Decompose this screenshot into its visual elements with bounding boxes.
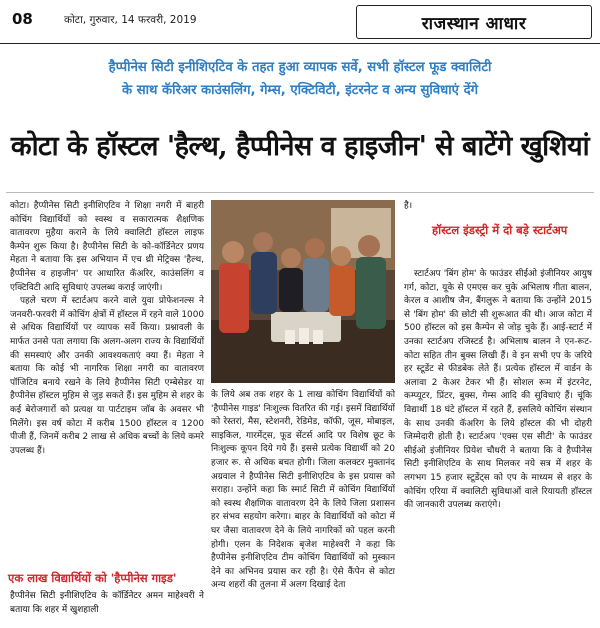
column-1-paragraph-2: पहले चरण में स्टार्टअप करने वाले युवा प्रोफेशनल्स ने जनवरी-फरवरी में कोचिंग क्षेत्रों में हॉस्टल में रहने वाले 1000 से अधिक विद्यार्थियों पर व्यापक सर्वे किया। प्रश्नावली के मार्फत उनसे पता लगाया कि अलग-अलग राज्य के विद्यार्थियों की समस्याएं और उनकी आवश्यकताएं क्या हैं। मेहता ने बताया कि कोई भी नागरिक शिक्षा नगरी का वातावरण पॉजिटिव बनाये रखने के लिये हैप्पीनेस सिटी एम्बेसेडर या हैप्पीनेस हॉस्टल मुहिम से जुड़ सकते हैं। इस मुहिम से शहर के कई बेरोजगारों को प्रत्यक्ष या पार्टटाइम जॉब के अवसर भी मिलेंगे। इस वर्ष कोटा में करीब 1500 हॉस्टल व 1200 पीजी हैं, जिनमें करीब 2 लाख से अधिक बच्चों के लिये कमरे उपलब्ध हैं। [10, 296, 204, 456]
column-2-text: के लिये अब तक शहर के 1 लाख कोचिंग विद्यार्थियों को 'हैप्पीनेस गाइड' निःशुल्क वितरित की गई। इसमें विद्यार्थियों को रेस्तरां, मैस, स्टेशनरी, रेडिमेड, कॉफी, जूस, मोबाइल, साइकिल, गारमेंट्स, फूड सेंटर्स आदि पर विशेष छूट के निःशुल्क कूपन दिये गये हैं। इससे प्रत्येक विद्यार्थी को 20 हजार रू. से अधिक बचत होगी। जिला कलक्टर मुक्तानंद अग्रवाल ने हैप्पीनेस सिटी इनीशिएटिव के इस प्रयास को सराहा। उन्होंने कहा कि स्मार्ट सिटी में कोचिंग विद्यार्थियों को स्वस्थ शैक्षणिक वातावरण देने के लिये जिला प्रशासन हर संभव सहयोग करेगा। बाहर के विद्यार्थियों को कोटा में घर जैसा वातावरण देने के लिये नागरिकों को पहल करनी होगी। एलन के निदेशक बृजेश माहेश्वरी ने कहा कि हैप्पीनेस इनीशिएटिव टीम कोचिंग विद्यार्थियों को मुस्कान देने का अभिनव प्रयास कर रही है। ऐसे कैंपेन से कोटा अन्य शहरों की तुलना में अलग दिखाई देता [211, 390, 395, 591]
article-column-2 [211, 389, 395, 593]
column-1-paragraph-1: कोटा। हैप्पीनेस सिटी इनीशिएटिव ने शिक्षा नगरी में बाहरी कोचिंग विद्यार्थियों को स्वस्थ व सकारात्मक शैक्षणिक वातावरण मुहैया कराने के लिये क्वालिटी हॉस्टल लाइफ कैम्पेन शुरू किया है। हैप्पीनेस सिटी के को-कॉर्डिनेटर प्रणय मेहता ने बताया कि इस अभियान में एच थ्री मेट्रिक्स 'हैल्थ, हैप्पीनेस व हाइजीन' पर आधारित कॅअरिर, काउंसलिंग व एक्टिविटी आदि सुविधाएं उपलब्ध कराई जाएंगी। [10, 201, 204, 293]
masthead [0, 0, 600, 44]
date-line: कोटा, गुरुवार, 14 फरवरी, 2019 [64, 14, 197, 26]
column-1-tail: हैप्पीनेस सिटी इनीशिएटिव के कॉर्डिनेटर अमन माहेश्वरी ने बताया कि शहर में खुशहाली [10, 591, 204, 615]
subhead-startups: हॉस्टल इंडस्ट्री में दो बड़े स्टार्टअप [432, 223, 568, 237]
group-photo [211, 200, 395, 383]
subhead-happiness-guide: एक लाख विद्यार्थियों को 'हैप्पीनेस गाइड' [8, 571, 177, 585]
article-column-1 [10, 200, 204, 458]
group-photo-image [211, 200, 395, 383]
page-number: 08 [12, 10, 33, 28]
kicker-subheading [6, 56, 594, 102]
column-3-text: स्टार्टअप 'बिंग होम' के फाउंडर सीईओ इंजीनियर आयुष गर्ग, कोटा, यूके से एमएस कर चुके अभिलाष गीता बालन, केरल व आशीष जैन, बैंगलुरू ने बताया कि उन्होंने 2015 से 'बिंग होम' की छोटी सी शुरूआत की थी। आज कोटा में 500 हॉस्टल को इस कैम्पेन से जोड़ चुके हैं। आई-स्टार्ट में उनका स्टार्टअप रजिस्टर्ड है। अभिलाष बालन ने एन-रूट-कोटा सहित तीन बुक्स लिखी हैं। वे इन सभी एप के जरिये हर स्टूडेंट से फीडबेक लेते हैं। प्रत्येक हॉस्टल में वार्डन के अलावा 2 केअर टेकर भी हैं। सोशल रूम में इंटरनेट, कम्प्यूटर, प्रिंटर, बुक्स, गेम्स आदि की सुविधाएं हैं। चूंकि विद्यार्थी 18 घंटे हॉस्टल में रहते हैं, इसलिये कोचिंग संस्थान के साथ उनकी कॅअरिग के लिये हॉस्टल की भी दोहरी जिम्मेदारी होती है। स्टार्टअप 'एक्स एस सीटी' के फाउंडर सीईओ इंजीनियर प्रियेश चौधरी ने बताया कि वे हैप्पीनेस सिटी इनीशिएटिव के साथ मिलकर नये सत्र में शहर के लगभग 15 हजार स्टूडेंट्स को एप के माध्यम से शहर के कोचिंग एरिया में क्वालिटी सुविधाओं वाले रियायती हॉस्टल की जानकारी उपलब्ध कराएंगे। [404, 269, 592, 511]
kicker-line-1: हैप्पीनेस सिटी इनीशिएटिव के तहत हुआ व्यापक सर्वे, सभी हॉस्टल फूड क्वालिटी [108, 60, 492, 75]
newspaper-brand: राजस्थान आधार [356, 5, 592, 39]
article-column-3 [404, 268, 592, 513]
headline-divider [6, 192, 594, 193]
column-3-continuation: है। [404, 201, 413, 211]
main-headline: कोटा के हॉस्टल 'हैल्थ, हैप्पीनेस व हाइजीन' से बाटेंगे खुशियां [10, 131, 590, 162]
kicker-line-2: के साथ कॅरिअर काउंसलिंग, गेम्स, एक्टिविटी, इंटरनेट व अन्य सुविधाएं देंगे [121, 83, 478, 98]
